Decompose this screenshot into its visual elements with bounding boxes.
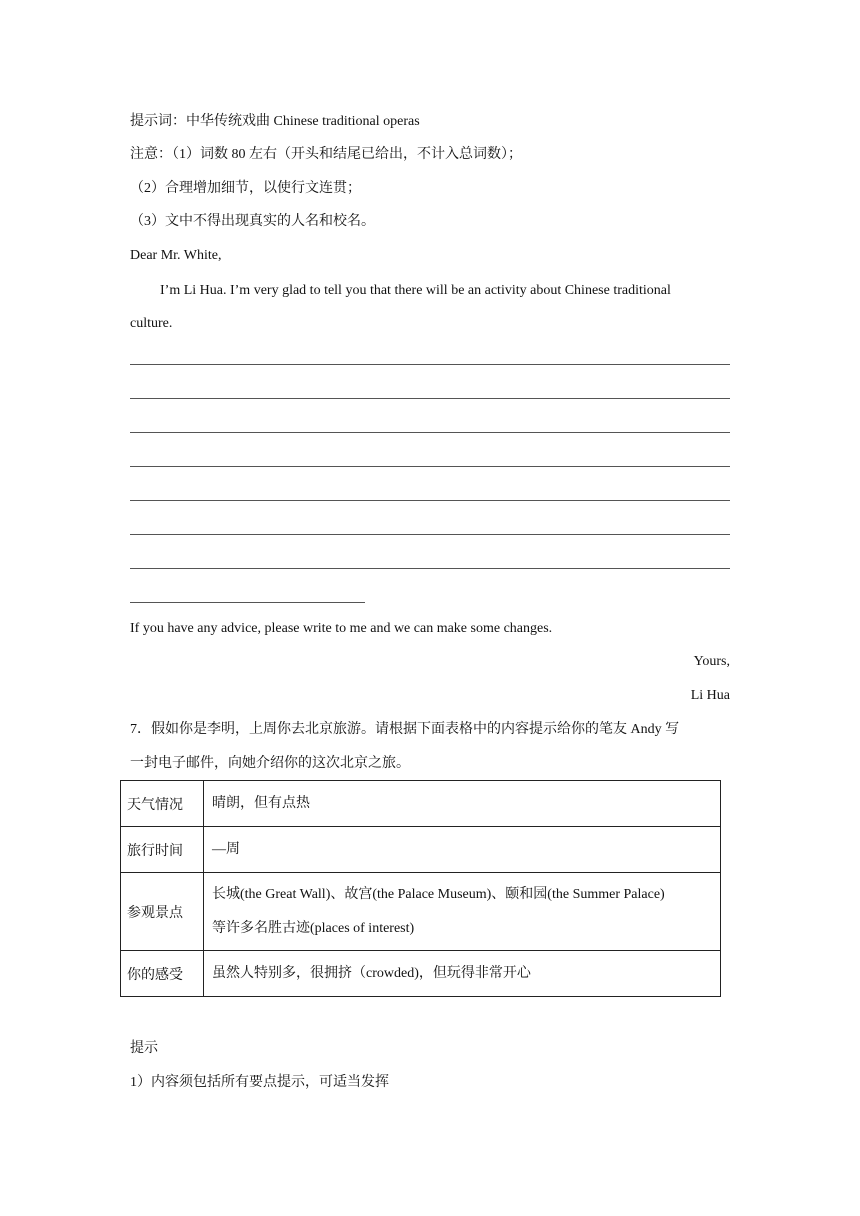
- table-row: [121, 827, 721, 873]
- letter-signature: Li Hua: [690, 688, 730, 703]
- letter-signoff: Yours,: [693, 654, 730, 669]
- answer-line: [130, 398, 730, 399]
- table-row: [121, 873, 721, 951]
- note-word-count: 注意：（1）词数 80 左右（开头和结尾已给出，不计入总词数）；: [130, 147, 522, 162]
- table-row: [121, 951, 721, 997]
- answer-line: [130, 432, 730, 433]
- table-row: [121, 781, 721, 827]
- prompt-keyword-line: 提示词：中华传统戏曲 Chinese traditional operas: [130, 114, 420, 129]
- table-value-cell: 晴朗，但有点热: [204, 781, 721, 827]
- note-add-details: （2）合理增加细节，以使行文连贯；: [130, 181, 361, 196]
- table-key-cell: 天气情况: [121, 781, 204, 827]
- answer-line: [130, 568, 730, 569]
- table-value-cell: 虽然人特别多，很拥挤（crowded)，但玩得非常开心: [204, 951, 721, 997]
- answer-line: [130, 500, 730, 501]
- note-no-real-names: （3）文中不得出现真实的人名和校名。: [130, 214, 375, 229]
- table-key-cell: 参观景点: [121, 873, 204, 951]
- letter-body-line-1: I’m Li Hua. I’m very glad to tell you that there will be an activity about Chinese traditional: [160, 283, 671, 298]
- letter-salutation: Dear Mr. White,: [130, 248, 222, 263]
- table-key-cell: 你的感受: [121, 951, 204, 997]
- answer-line-short: [130, 602, 365, 603]
- question-7-line-1: 7．假如你是李明，上周你去北京旅游。请根据下面表格中的内容提示给你的笔友 Andy 写: [130, 722, 680, 737]
- table-value-line: 等许多名胜古迹(places of interest): [212, 920, 415, 936]
- table-value-cell: —周: [204, 827, 721, 873]
- letter-closing-line: If you have any advice, please write to me and we can make some changes.: [130, 621, 553, 636]
- hints-title: 提示: [130, 1041, 158, 1056]
- table-value-cell: [204, 873, 721, 951]
- answer-line: [130, 364, 730, 365]
- table-key-cell: 旅行时间: [121, 827, 204, 873]
- letter-body-line-2: culture.: [130, 316, 173, 331]
- question-7-line-2: 一封电子邮件，向她介绍你的这次北京之旅。: [130, 756, 410, 771]
- travel-info-table: [120, 780, 721, 997]
- table-value-line: 长城(the Great Wall)、故宫(the Palace Museum)、颐和园(the Summer Palace): [212, 886, 665, 902]
- answer-line: [130, 534, 730, 535]
- answer-line: [130, 466, 730, 467]
- hint-item-1: 1）内容须包括所有要点提示，可适当发挥: [130, 1075, 389, 1090]
